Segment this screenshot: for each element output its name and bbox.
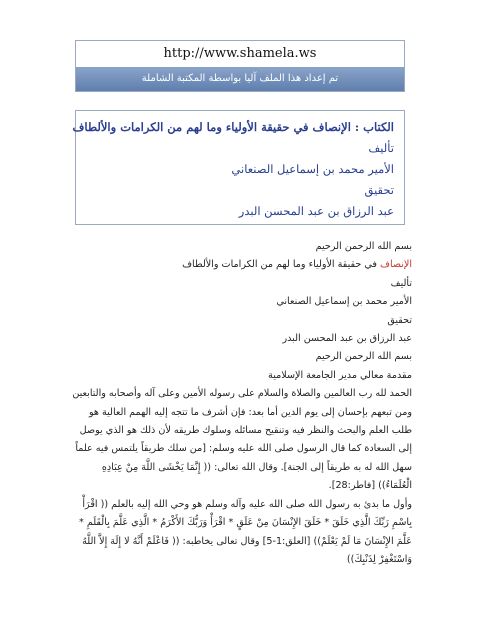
preface-paragraph-1: الحمد لله رب العالمين والصلاة والسلام على رسوله الأمين وعلى آله وأصحابه والتابعين ومن تبعهم بإحسان إلى يوم الدين أما بعد: فإن أشرف ما تتجه إليه الهمم العالية هو طلب العلم والبحث والنظر فيه وتنقيح مسائله وسلوك طريقه لأن ذلك هو الذي يوصل إلى السعادة كما قال الرسول صلى الله عليه وسلم: [من سلك طريقاً يلتمس فيه علماً سهل الله له به طريقاً إلى الجنة]. وقال الله تعالى: (( إِنَّمَا يَخْشَى اللَّهَ مِنْ عِبَادِهِ الْعُلَمَاءُ)) [فاطر:28]. xyxy=(72,388,412,492)
editing-line: تحقيق xyxy=(387,314,412,326)
title-box xyxy=(72,110,405,225)
book-title: الكتاب : الإنصاف في حقيقة الأولياء وما لهم من الكرامات والألطاف xyxy=(72,120,394,134)
generated-banner: تم إعداد هذا الملف آليا بواسطة المكتبة الشاملة xyxy=(76,67,404,91)
editing-label: تحقيق xyxy=(364,183,394,197)
site-url[interactable]: http://www.shamela.ws xyxy=(76,41,404,67)
editor-line: عبد الرزاق بن عبد المحسن البدر xyxy=(282,333,412,345)
authorship-line: تأليف xyxy=(390,277,412,289)
basmala-line: بسم الله الرحمن الرحيم xyxy=(315,241,412,252)
book-title-accent: الإنصاف xyxy=(380,259,412,271)
document-body xyxy=(72,238,412,569)
header-box xyxy=(75,40,405,92)
book-title-line xyxy=(72,256,412,274)
authorship-label: تأليف xyxy=(368,141,394,155)
preface-paragraph-2: وأول ما بدئ به رسول الله صلى الله عليه وآله وسلم هو وحي الله إليه بالعلم (( اقْرَأْ بِاسْمِ رَبِّكَ الَّذِي خَلَقَ * خَلَقَ الإِنْسَانَ مِنْ عَلَقٍ * اقْرَأْ وَرَبُّكَ الأَكْرَمُ * الَّذِي عَلَّمَ بِالْقَلَمِ * عَلَّمَ الإِنْسَانَ مَا لَمْ يَعْلَمْ)) [العلق:1-5] وقال تعالى يخاطبه: (( فَاعْلَمْ أَنَّهُ لا إِلَهَ إِلاَّ اللَّهُ وَاسْتَغْفِرْ لِذَنْبِكَ)) xyxy=(79,498,412,565)
preface-heading: مقدمة معالي مدير الجامعة الإسلامية xyxy=(268,369,412,381)
author-line: الأمير محمد بن إسماعيل الصنعاني xyxy=(276,296,412,308)
basmala-line-2: بسم الله الرحمن الرحيم xyxy=(315,351,412,363)
author-name: الأمير محمد بن إسماعيل الصنعاني xyxy=(231,162,394,176)
book-title-rest: في حقيقة الأولياء وما لهم من الكرامات والألطاف xyxy=(182,259,380,271)
editor-name: عبد الرزاق بن عبد المحسن البدر xyxy=(238,204,394,218)
